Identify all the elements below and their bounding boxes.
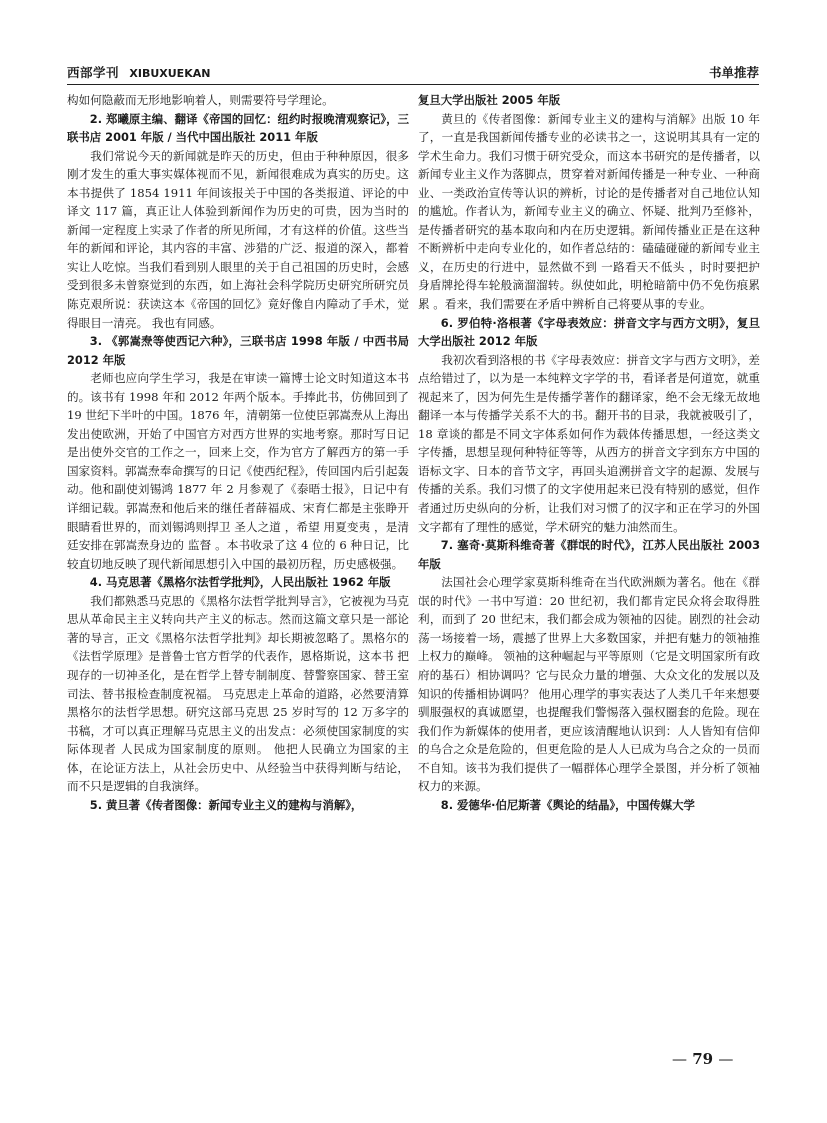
journal-title [67, 62, 210, 85]
book-description-2: 我们常说今天的新闻就是昨天的历史，但由于种种原因，很多刚才发生的重大事实媒体视而不见，新闻很难成为真实的历史。这本书提供了 1854 1911 年间该报关于中国的各类报道、评论的中译文 117 篇，真正让人体验到新闻作为历史的可贵，因为当时的新闻一定程度上实录了作者的所见所闻，才有这样的价值。这些当年的新闻和评论，其内容的丰富、涉猎的广泛、报道的深入，都着实让人吃惊。当我们看到别人眼里的关于自己祖国的历史时，会感受到很多未曾察觉到的东西，如上海社会科学院历史研究所研究员陈克艰所说：获读这本《帝国的回忆》竟好像自内障动了手术，觉得眼目一清亮。 我也有同感。 [67, 148, 409, 330]
book-heading-4: 4. 马克思著《黑格尔法哲学批判》，人民出版社 1962 年版 [89, 575, 391, 590]
book-heading-5-continued: 复旦大学出版社 2005 年版 [418, 93, 561, 107]
folio-dash-right: — [718, 1050, 734, 1068]
folio-dash-left: — [672, 1050, 687, 1068]
section-title: 书单推荐 [708, 65, 759, 80]
page-number [672, 1050, 762, 1068]
book-heading-6: 6. 罗伯特·洛根著《字母表效应：拼音文字与西方文明》，复旦大学出版社 2012 年版 [418, 315, 760, 349]
journal-pinyin: XIBUXUEKAN [129, 67, 211, 80]
book-heading-8: 8. 爱德华·伯尼斯著《舆论的结晶》，中国传媒大学 [440, 797, 695, 812]
book-heading-5: 5. 黄旦著《传者图像：新闻专业主义的建构与消解》， [89, 797, 363, 812]
journal-name: 西部学刊 [67, 65, 120, 80]
running-header [67, 62, 759, 85]
book-heading-3: 3. 《郭嵩焘等使西记六种》，三联书店 1998 年版 / 中西书局 2012 年版 [67, 334, 409, 367]
right-column [418, 91, 760, 814]
paragraph-continuation: 构如何隐蔽而无形地影响着人，则需要符号学理论。 [67, 93, 334, 107]
book-description-4: 我们都熟悉马克思的《黑格尔法哲学批判导言》，它被视为马克思从革命民主主义转向共产主义的标志。然而这篇文章只是一部论著的导言，正文《黑格尔法哲学批判》却长期被忽略了。黑格尔的《法哲学原理》是普鲁士官方哲学的代表作，恩格斯说，这本书 把现存的一切神圣化，是在哲学上替专制制度、替警察国家、替王室司法、替书报检查制度祝福。 马克思走上革命的道路，必然要清算黑格尔的法哲学思想。研究这部马克思 25 岁时写的 12 万多字的书稿，才可以真正理解马克思主义的出发点：必须使国家制度的实际体现者 人民成为国家制度的原则。 他把人民确立为国家的主体，在论证方法上，从社会历史中、从经验当中获得判断与结论，而不只是逻辑的自我演绎。 [67, 593, 410, 794]
book-heading-2: 2. 郑曦原主编、翻译《帝国的回忆：纽约时报晚清观察记》，三联书店 2001 年版 / 当代中国出版社 2011 年版 [67, 111, 409, 145]
book-description-3: 老师也应向学生学习，我是在审读一篇博士论文时知道这本书的。该书有 1998 年和 2012 年两个版本。手捧此书，仿佛回到了 19 世纪下半叶的中国。1876 年，清朝第一位使臣郭嵩焘从上海出发出使欧洲，开始了中国官方对西方世界的实地考察。那时写日记是出使外交官的工作之一，回来上交，作为官方了解西方的第一手国家资料。郭嵩焘奉命撰写的日记《使西纪程》，传回国内后引起轰动。他和副使刘锡鸿 1877 年 2 月参观了《泰晤士报》，日记中有详细记载。郭嵩焘和他后来的继任者薛福成、宋育仁都是主张睁开眼睛看世界的，而刘锡鸿则捍卫 圣人之道 ，希望 用夏变夷 ，是清廷安排在郭嵩焘身边的 监督 。本书收录了这 4 位的 6 种日记，比较直切地反映了现代新闻思想引入中国的最初历程，历史感极强。 [67, 371, 410, 571]
book-description-6: 我初次看到洛根的书《字母表效应：拼音文字与西方文明》，差点给错过了，以为是一本纯粹文字学的书，看译者是何道宽，就重视起来了，因为何先生是传播学著作的翻译家，绝不会无缘无故地翻译一本与传播学关系不大的书。翻开书的目录，我就被吸引了，18 章谈的都是不同文字体系如何作为载体传播思想，一经这类文字传播，思想呈现何种特征等等，从西方的拼音文字到东方中国的语标文字、日本的音节文字，再回头追溯拼音文字的起源、发展与传播的关系。我们习惯了的文字使用起来已没有特别的感觉，但作者通过历史纵向的分析，让我们对习惯了的汉字和正在学习的外国文字都有了理性的感觉，学术研究的魅力油然而生。 [418, 352, 761, 534]
folio-number: 79 [692, 1050, 714, 1068]
left-column [67, 91, 409, 814]
book-heading-7: 7. 塞奇·莫斯科维奇著《群氓的时代》，江苏人民出版社 2003 年版 [418, 538, 760, 571]
book-description-7: 法国社会心理学家莫斯科维奇在当代欧洲颇为著名。他在《群氓的时代》一书中写道：20 世纪初，我们都肯定民众将会取得胜利，而到了 20 世纪末，我们都会成为领袖的囚徒。剧烈的社会动荡一场接着一场，震撼了世界上大多数国家，并把有魅力的领袖推上权力的巅峰。 领袖的这种崛起与平等原则（它是文明国家所有政府的基石）相协调吗？它与民众力量的增强、大众文化的发展以及知识的传播相协调吗？ 他用心理学的事实表达了人类几千年来想要驯服强权的真诚愿望，也提醒我们警惕落入强权圈套的危险。现在我们作为新媒体的使用者，更应该清醒地认识到：人人皆知有信仰的乌合之众是危险的，但更危险的是人人已成为乌合之众的一员而不自知。该书为我们提供了一幅群体心理学全景图，并分析了领袖权力的来源。 [418, 575, 760, 794]
book-description-5: 黄旦的《传者图像：新闻专业主义的建构与消解》出版 10 年了，一直是我国新闻传播专业的必读书之一，这说明其具有一定的学术生命力。我们习惯于研究受众，而这本书研究的是传播者，以新闻专业主义作为落脚点，贯穿着对新闻传播是一种专业、一种商业、一类政治宣传等认识的辨析，讨论的是传播者对自己地位认知的尴尬。作者认为，新闻专业主义的确立、怀疑、批判乃至修补，是传播者研究的基本取向和内在历史逻辑。新闻传播业正是在这种不断辨析中走向专业化的，如作者总结的：磕磕碰碰的新闻专业主义，在历史的行进中，显然做不到 一路看天不低头 ，时时要把护身盾牌抡得车轮般滴溜溜转。纵使如此，明枪暗箭中仍不免伤痕累累 。看来，我们需要在矛盾中辨析自己将要从事的专业。 [418, 111, 760, 312]
